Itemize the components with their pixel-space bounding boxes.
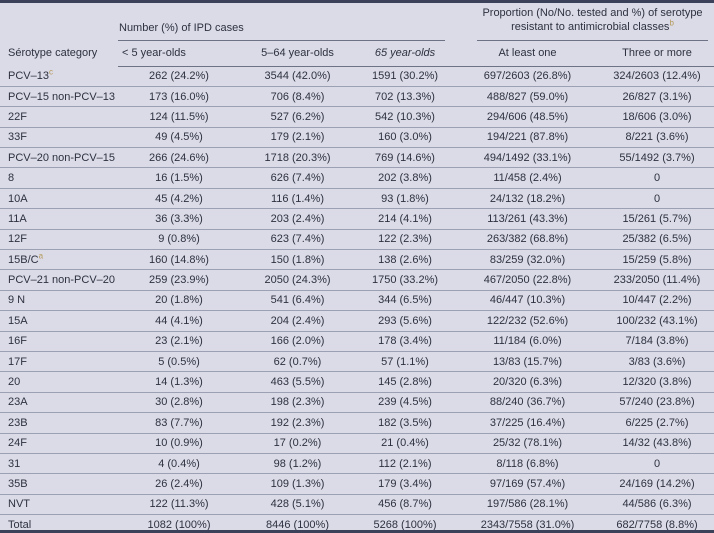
footnote-marker: c bbox=[48, 67, 53, 77]
data-cell: 5 (0.5%) bbox=[118, 351, 240, 371]
data-cell: 463 (5.5%) bbox=[240, 372, 355, 392]
data-cell: 83/259 (32.0%) bbox=[455, 250, 600, 270]
data-cell: 18/606 (3.0%) bbox=[600, 107, 714, 127]
data-cell: 16 (1.5%) bbox=[118, 168, 240, 188]
serotype-category-cell: 12F bbox=[0, 229, 118, 249]
serotype-category-cell: 16F bbox=[0, 331, 118, 351]
data-cell: 45 (4.2%) bbox=[118, 188, 240, 208]
data-cell: 706 (8.4%) bbox=[240, 86, 355, 106]
data-cell: 17 (0.2%) bbox=[240, 433, 355, 453]
data-cell: 0 bbox=[600, 453, 714, 473]
serotype-category-cell: 9 N bbox=[0, 290, 118, 310]
serotype-category-cell: Total bbox=[0, 515, 118, 533]
table-row bbox=[0, 168, 714, 188]
data-cell: 204 (2.4%) bbox=[240, 311, 355, 331]
data-cell: 9 (0.8%) bbox=[118, 229, 240, 249]
data-cell: 160 (14.8%) bbox=[118, 250, 240, 270]
data-cell: 20 (1.8%) bbox=[118, 290, 240, 310]
table-row bbox=[0, 331, 714, 351]
serotype-category-cell: 22F bbox=[0, 107, 118, 127]
data-cell: 494/1492 (33.1%) bbox=[455, 148, 600, 168]
data-cell: 98 (1.2%) bbox=[240, 453, 355, 473]
table-row bbox=[0, 209, 714, 229]
data-cell: 178 (3.4%) bbox=[355, 331, 455, 351]
serotype-category-cell: 35B bbox=[0, 474, 118, 494]
table-row bbox=[0, 290, 714, 310]
table-row bbox=[0, 453, 714, 473]
data-cell: 293 (5.6%) bbox=[355, 311, 455, 331]
data-cell: 1591 (30.2%) bbox=[371, 70, 439, 83]
data-cell: 44 (4.1%) bbox=[118, 311, 240, 331]
resistance-group-header bbox=[455, 3, 714, 41]
data-cell: 23 (2.1%) bbox=[118, 331, 240, 351]
data-cell: 262 (24.2%) bbox=[149, 70, 209, 83]
data-cell: 14 (1.3%) bbox=[118, 372, 240, 392]
footnote-b-marker: b bbox=[669, 18, 674, 28]
serotype-category-cell: 31 bbox=[0, 453, 118, 473]
data-cell: 15/261 (5.7%) bbox=[600, 209, 714, 229]
data-cell: 197/586 (28.1%) bbox=[455, 494, 600, 514]
table-row bbox=[0, 433, 714, 453]
data-cell: 122 (2.3%) bbox=[355, 229, 455, 249]
data-cell: 259 (23.9%) bbox=[118, 270, 240, 290]
data-cell: 626 (7.4%) bbox=[240, 168, 355, 188]
data-cell: 623 (7.4%) bbox=[240, 229, 355, 249]
table-row bbox=[0, 413, 714, 433]
data-cell: 233/2050 (11.4%) bbox=[600, 270, 714, 290]
data-cell: 138 (2.6%) bbox=[355, 250, 455, 270]
data-cell: 1750 (33.2%) bbox=[355, 270, 455, 290]
data-cell: 24/169 (14.2%) bbox=[600, 474, 714, 494]
data-cell: 769 (14.6%) bbox=[355, 148, 455, 168]
data-cell: 467/2050 (22.8%) bbox=[455, 270, 600, 290]
data-cell: 93 (1.8%) bbox=[355, 188, 455, 208]
data-cell: 14/32 (43.8%) bbox=[600, 433, 714, 453]
data-cell: 541 (6.4%) bbox=[240, 290, 355, 310]
data-cell: 0 bbox=[600, 188, 714, 208]
serotype-category-cell: PCV–15 non-PCV–13 bbox=[0, 86, 118, 106]
data-cell: 488/827 (59.0%) bbox=[455, 86, 600, 106]
serotype-category-cell: 17F bbox=[0, 351, 118, 371]
col-header-under5: < 5 year-olds bbox=[118, 41, 240, 67]
data-cell: 116 (1.4%) bbox=[240, 188, 355, 208]
data-cell: 124 (11.5%) bbox=[118, 107, 240, 127]
data-cell: 294/606 (48.5%) bbox=[455, 107, 600, 127]
data-cell: 83 (7.7%) bbox=[118, 413, 240, 433]
data-cell: 3544 (42.0%) bbox=[264, 70, 331, 83]
data-cell: 160 (3.0%) bbox=[355, 127, 455, 147]
table-row bbox=[0, 270, 714, 290]
serotype-category-cell: NVT bbox=[0, 494, 118, 514]
serotype-category-cell: 20 bbox=[0, 372, 118, 392]
resistance-group-label bbox=[477, 3, 708, 41]
col-header-5to64: 5–64 year-olds bbox=[240, 41, 355, 67]
serotype-category-cell: 11A bbox=[0, 209, 118, 229]
data-cell: 8/221 (3.6%) bbox=[600, 127, 714, 147]
serotype-category-header: Sérotype category bbox=[8, 47, 98, 59]
data-cell: 26/827 (3.1%) bbox=[600, 86, 714, 106]
table-row bbox=[0, 250, 714, 270]
data-cell: 179 (2.1%) bbox=[240, 127, 355, 147]
table-row bbox=[0, 311, 714, 331]
data-cell: 344 (6.5%) bbox=[355, 290, 455, 310]
data-cell: 44/586 (6.3%) bbox=[600, 494, 714, 514]
data-cell: 24/132 (18.2%) bbox=[455, 188, 600, 208]
data-cell: 194/221 (87.8%) bbox=[455, 127, 600, 147]
data-cell: 214 (4.1%) bbox=[355, 209, 455, 229]
data-cell: 122 (11.3%) bbox=[118, 494, 240, 514]
data-cell: 179 (3.4%) bbox=[355, 474, 455, 494]
data-cell: 2343/7558 (31.0%) bbox=[455, 515, 600, 533]
data-cell: 2050 (24.3%) bbox=[240, 270, 355, 290]
data-cell: 112 (2.1%) bbox=[355, 453, 455, 473]
data-cell: 10/447 (2.2%) bbox=[600, 290, 714, 310]
data-cell: 456 (8.7%) bbox=[355, 494, 455, 514]
data-cell: 182 (3.5%) bbox=[355, 413, 455, 433]
data-cell: 324/2603 (12.4%) bbox=[613, 70, 701, 83]
table-row bbox=[0, 372, 714, 392]
table-row bbox=[0, 86, 714, 106]
data-cell: 1718 (20.3%) bbox=[240, 148, 355, 168]
table-body bbox=[0, 66, 714, 533]
col-header-at-least-one: At least one bbox=[455, 41, 600, 67]
data-cell: 109 (1.3%) bbox=[240, 474, 355, 494]
data-cell: 4 (0.4%) bbox=[118, 453, 240, 473]
data-cell: 26 (2.4%) bbox=[118, 474, 240, 494]
table-row bbox=[0, 494, 714, 514]
data-cell: 12/320 (3.8%) bbox=[600, 372, 714, 392]
data-cell: 202 (3.8%) bbox=[355, 168, 455, 188]
data-cell: 13/83 (15.7%) bbox=[455, 351, 600, 371]
col-header-three-or-more: Three or more bbox=[600, 41, 714, 67]
table-header bbox=[0, 3, 714, 66]
table-row bbox=[0, 66, 714, 86]
table-row bbox=[0, 127, 714, 147]
data-cell: 62 (0.7%) bbox=[240, 351, 355, 371]
data-cell: 49 (4.5%) bbox=[118, 127, 240, 147]
serotype-category-cell: 23B bbox=[0, 413, 118, 433]
data-cell: 166 (2.0%) bbox=[240, 331, 355, 351]
data-cell: 30 (2.8%) bbox=[118, 392, 240, 412]
data-cell: 97/169 (57.4%) bbox=[455, 474, 600, 494]
data-cell: 527 (6.2%) bbox=[240, 107, 355, 127]
data-cell: 113/261 (43.3%) bbox=[455, 209, 600, 229]
data-cell: 7/184 (3.8%) bbox=[600, 331, 714, 351]
data-cell: 6/225 (2.7%) bbox=[600, 413, 714, 433]
table-row bbox=[0, 515, 714, 533]
data-cell: 203 (2.4%) bbox=[240, 209, 355, 229]
data-cell: 697/2603 (26.8%) bbox=[483, 70, 572, 83]
serotype-category-cell: PCV–13$^c$ bbox=[8, 67, 53, 82]
footnote-marker: a bbox=[38, 251, 44, 261]
table-row bbox=[0, 351, 714, 371]
serotype-category-cell: PCV–21 non-PCV–20 bbox=[0, 270, 118, 290]
serotype-category-cell: 15B/C$^a$ bbox=[0, 250, 118, 270]
table-row bbox=[0, 107, 714, 127]
data-cell: 15/259 (5.8%) bbox=[600, 250, 714, 270]
col-header-65plus: 65 year-olds bbox=[355, 41, 455, 67]
table-row bbox=[0, 474, 714, 494]
data-cell: 10 (0.9%) bbox=[118, 433, 240, 453]
data-cell: 192 (2.3%) bbox=[240, 413, 355, 433]
data-cell: 25/32 (78.1%) bbox=[455, 433, 600, 453]
data-cell: 239 (4.5%) bbox=[355, 392, 455, 412]
table-row bbox=[0, 188, 714, 208]
data-cell: 88/240 (36.7%) bbox=[455, 392, 600, 412]
data-cell: 57 (1.1%) bbox=[355, 351, 455, 371]
data-cell: 173 (16.0%) bbox=[118, 86, 240, 106]
data-cell: 542 (10.3%) bbox=[355, 107, 455, 127]
data-cell: 11/184 (6.0%) bbox=[455, 331, 600, 351]
data-cell: 11/458 (2.4%) bbox=[455, 168, 600, 188]
data-cell: 145 (2.8%) bbox=[355, 372, 455, 392]
resistance-group-label-text: Proportion (No/No. tested and %) of serotype resistant to antimicrobial classes bbox=[482, 7, 703, 33]
data-cell: 37/225 (16.4%) bbox=[455, 413, 600, 433]
data-cell: 428 (5.1%) bbox=[240, 494, 355, 514]
table-row bbox=[0, 392, 714, 412]
data-cell: 57/240 (23.8%) bbox=[600, 392, 714, 412]
serotype-category-cell: 33F bbox=[0, 127, 118, 147]
table-row bbox=[0, 229, 714, 249]
data-cell: 0 bbox=[600, 168, 714, 188]
data-cell: 266 (24.6%) bbox=[118, 148, 240, 168]
serotype-category-cell: 24F bbox=[0, 433, 118, 453]
group-header-row bbox=[0, 3, 714, 41]
data-cell: 198 (2.3%) bbox=[240, 392, 355, 412]
serotype-category-cell: 8 bbox=[0, 168, 118, 188]
data-cell: 263/382 (68.8%) bbox=[455, 229, 600, 249]
data-cell: 55/1492 (3.7%) bbox=[600, 148, 714, 168]
data-cell: 682/7758 (8.8%) bbox=[600, 515, 714, 533]
data-cell: 20/320 (6.3%) bbox=[455, 372, 600, 392]
data-cell: 8446 (100%) bbox=[240, 515, 355, 533]
data-cell: 1082 (100%) bbox=[118, 515, 240, 533]
data-cell: 21 (0.4%) bbox=[355, 433, 455, 453]
data-cell: 122/232 (52.6%) bbox=[455, 311, 600, 331]
data-cell: 702 (13.3%) bbox=[355, 86, 455, 106]
data-cell: 36 (3.3%) bbox=[118, 209, 240, 229]
ipd-cases-group-header bbox=[118, 3, 455, 41]
data-cell: 3/83 (3.6%) bbox=[600, 351, 714, 371]
data-cell: 46/447 (10.3%) bbox=[455, 290, 600, 310]
data-cell: 8/118 (6.8%) bbox=[455, 453, 600, 473]
data-cell: 150 (1.8%) bbox=[240, 250, 355, 270]
ipd-cases-group-label: Number (%) of IPD cases bbox=[118, 12, 445, 41]
data-cell: 5268 (100%) bbox=[355, 515, 455, 533]
serotype-ipd-table bbox=[0, 3, 714, 533]
table-row bbox=[0, 148, 714, 168]
serotype-category-cell: 10A bbox=[0, 188, 118, 208]
serotype-category-cell: 23A bbox=[0, 392, 118, 412]
serotype-category-cell: PCV–20 non-PCV–15 bbox=[0, 148, 118, 168]
data-cell: 25/382 (6.5%) bbox=[600, 229, 714, 249]
serotype-category-cell: 15A bbox=[0, 311, 118, 331]
data-cell: 100/232 (43.1%) bbox=[600, 311, 714, 331]
